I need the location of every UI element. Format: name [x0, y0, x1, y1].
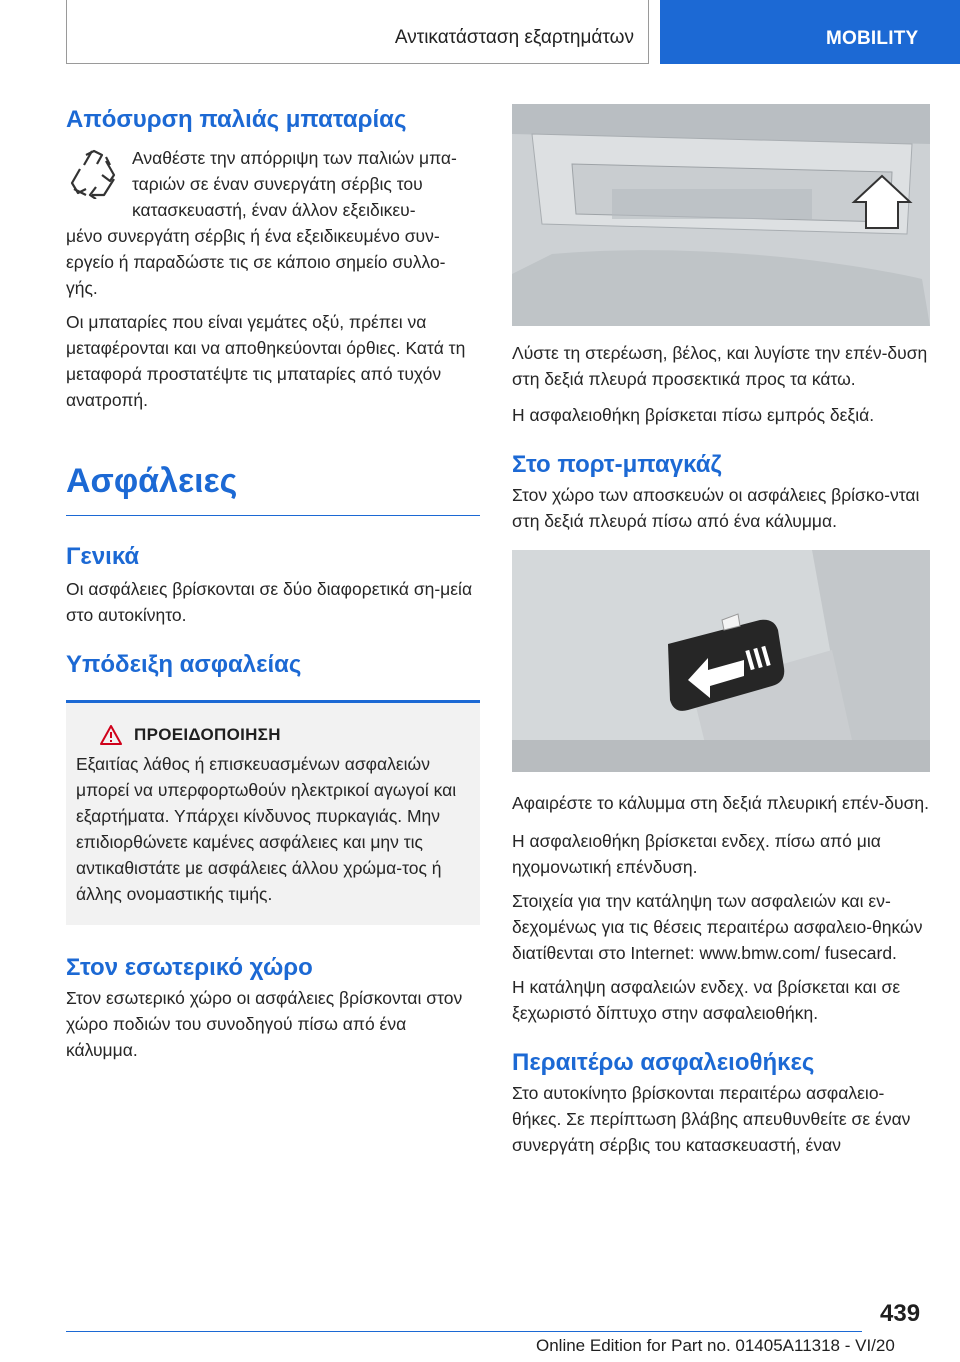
page-number: 439 — [880, 1300, 921, 1327]
battery-disposal-line-2: ταριών σε έναν συνεργάτη σέρβις του — [132, 174, 423, 194]
fuse-hint-title: Υπόδειξη ασφαλείας — [66, 651, 302, 678]
battery-disposal-line-3: κατασκευαστή, έναν άλλον εξειδικευ- — [132, 200, 416, 220]
fuses-title-rule — [66, 515, 480, 516]
footer-rule — [66, 1331, 862, 1332]
general-title: Γενικά — [66, 543, 140, 570]
boot-title: Στο πορτ-μπαγκάζ — [512, 451, 722, 478]
battery-disposal-title: Απόσυρση παλιάς μπαταρίας — [66, 106, 407, 133]
warning-header — [76, 725, 470, 745]
battery-disposal-line-5: εργείο ή παραδώστε τις σε κάποιο σημείο συλλο- — [66, 252, 446, 272]
fuse-panel-photo — [512, 104, 930, 326]
interior-title: Στον εσωτερικό χώρο — [66, 954, 313, 981]
warning-box — [66, 700, 480, 925]
boot-p3: Στοιχεία για την κατάληψη των ασφαλειών και εν-δεχομένως για τις θέσεις περαιτέρω ασφαλειο-θηκών διατίθενται στο Internet: www.bmw.com/ fusecard. — [512, 891, 923, 963]
right-column — [512, 104, 930, 1158]
battery-transport-text: Οι μπαταρίες που είναι γεμάτες οξύ, πρέπει να μεταφέρονται και να αποθηκεύονται όρθιες. Κατά τη μεταφορά προστατέψτε τις μπαταρίες από τυχόν ανατροπή. — [66, 312, 466, 410]
footer-edition: Online Edition for Part no. 01405A11318 - VI/20 — [536, 1336, 895, 1355]
photo1-caption: Λύστε τη στερέωση, βέλος, και λυγίστε την επέν-δυση στη δεξιά πλευρά προσεκτικά προς τα κάτω. — [512, 343, 928, 389]
left-column — [66, 105, 480, 1063]
battery-disposal-line-6: γής. — [66, 278, 98, 298]
photo1-note: Η ασφαλειοθήκη βρίσκεται πίσω εμπρός δεξιά. — [512, 405, 875, 425]
warning-text: Εξαιτίας λάθος ή επισκευασμένων ασφαλειών μπορεί να υπερφορτωθούν ηλεκτρικοί αγωγοί και εξαρτήματα. Υπάρχει κίνδυνος πυρκαγιάς. Μην επιδιορθώνετε καμένες ασφάλειες και μην τις αντικαθιστάτε με ασφάλειες άλλου χρώμα-τος ή άλλης ονομαστικής τιμής. — [76, 754, 457, 904]
warning-label: ΠΡΟΕΙΔΟΠΟΙΗΣΗ — [134, 725, 281, 744]
battery-disposal-line-1: Αναθέστε την απόρριψη των παλιών μπα- — [132, 148, 457, 168]
header-chapter-title: MOBILITY — [826, 28, 919, 49]
boot-cover-image — [512, 550, 930, 772]
header-section-title: Αντικατάσταση εξαρτημάτων — [394, 27, 634, 48]
header-section-tab — [66, 0, 649, 64]
battery-disposal-line-4: μένο συνεργάτη σέρβις ή ένα εξειδικευμένο συν- — [66, 226, 440, 246]
recycle-icon — [66, 149, 122, 199]
fuses-title: Ασφάλειες — [66, 462, 238, 500]
more-fuse-boxes-title: Περαιτέρω ασφαλειοθήκες — [512, 1049, 815, 1076]
battery-disposal-block — [66, 145, 480, 301]
general-text: Οι ασφάλειες βρίσκονται σε δύο διαφορετικά ση-μεία στο αυτοκίνητο. — [66, 579, 473, 625]
photo2-caption: Αφαιρέστε το κάλυμμα στη δεξιά πλευρική επέν-δυση. — [512, 793, 930, 813]
header-chapter-tab[interactable] — [660, 0, 960, 64]
boot-cover-photo — [512, 550, 930, 772]
boot-text: Στον χώρο των αποσκευών οι ασφάλειες βρίσκο-νται στη δεξιά πλευρά πίσω από ένα κάλυμμα. — [512, 485, 920, 531]
warning-triangle-icon — [100, 725, 122, 745]
interior-text: Στον εσωτερικό χώρο οι ασφάλειες βρίσκονται στον χώρο ποδιών του συνοδηγού πίσω από ένα κάλυμμα. — [66, 988, 463, 1060]
boot-p4: Η κατάληψη ασφαλειών ενδεχ. να βρίσκεται και σε ξεχωριστό δίπτυχο στην ασφαλειοθήκη. — [512, 977, 901, 1023]
more-fuse-boxes-text: Στο αυτοκίνητο βρίσκονται περαιτέρω ασφαλειο-θήκες. Σε περίπτωση βλάβης απευθυνθείτε σε έναν συνεργάτη σέρβις του κατασκευαστή, έναν — [512, 1083, 911, 1155]
footwell-panel-image — [512, 104, 930, 326]
boot-p2: Η ασφαλειοθήκη βρίσκεται ενδεχ. πίσω από μια ηχομονωτική επένδυση. — [512, 831, 881, 877]
